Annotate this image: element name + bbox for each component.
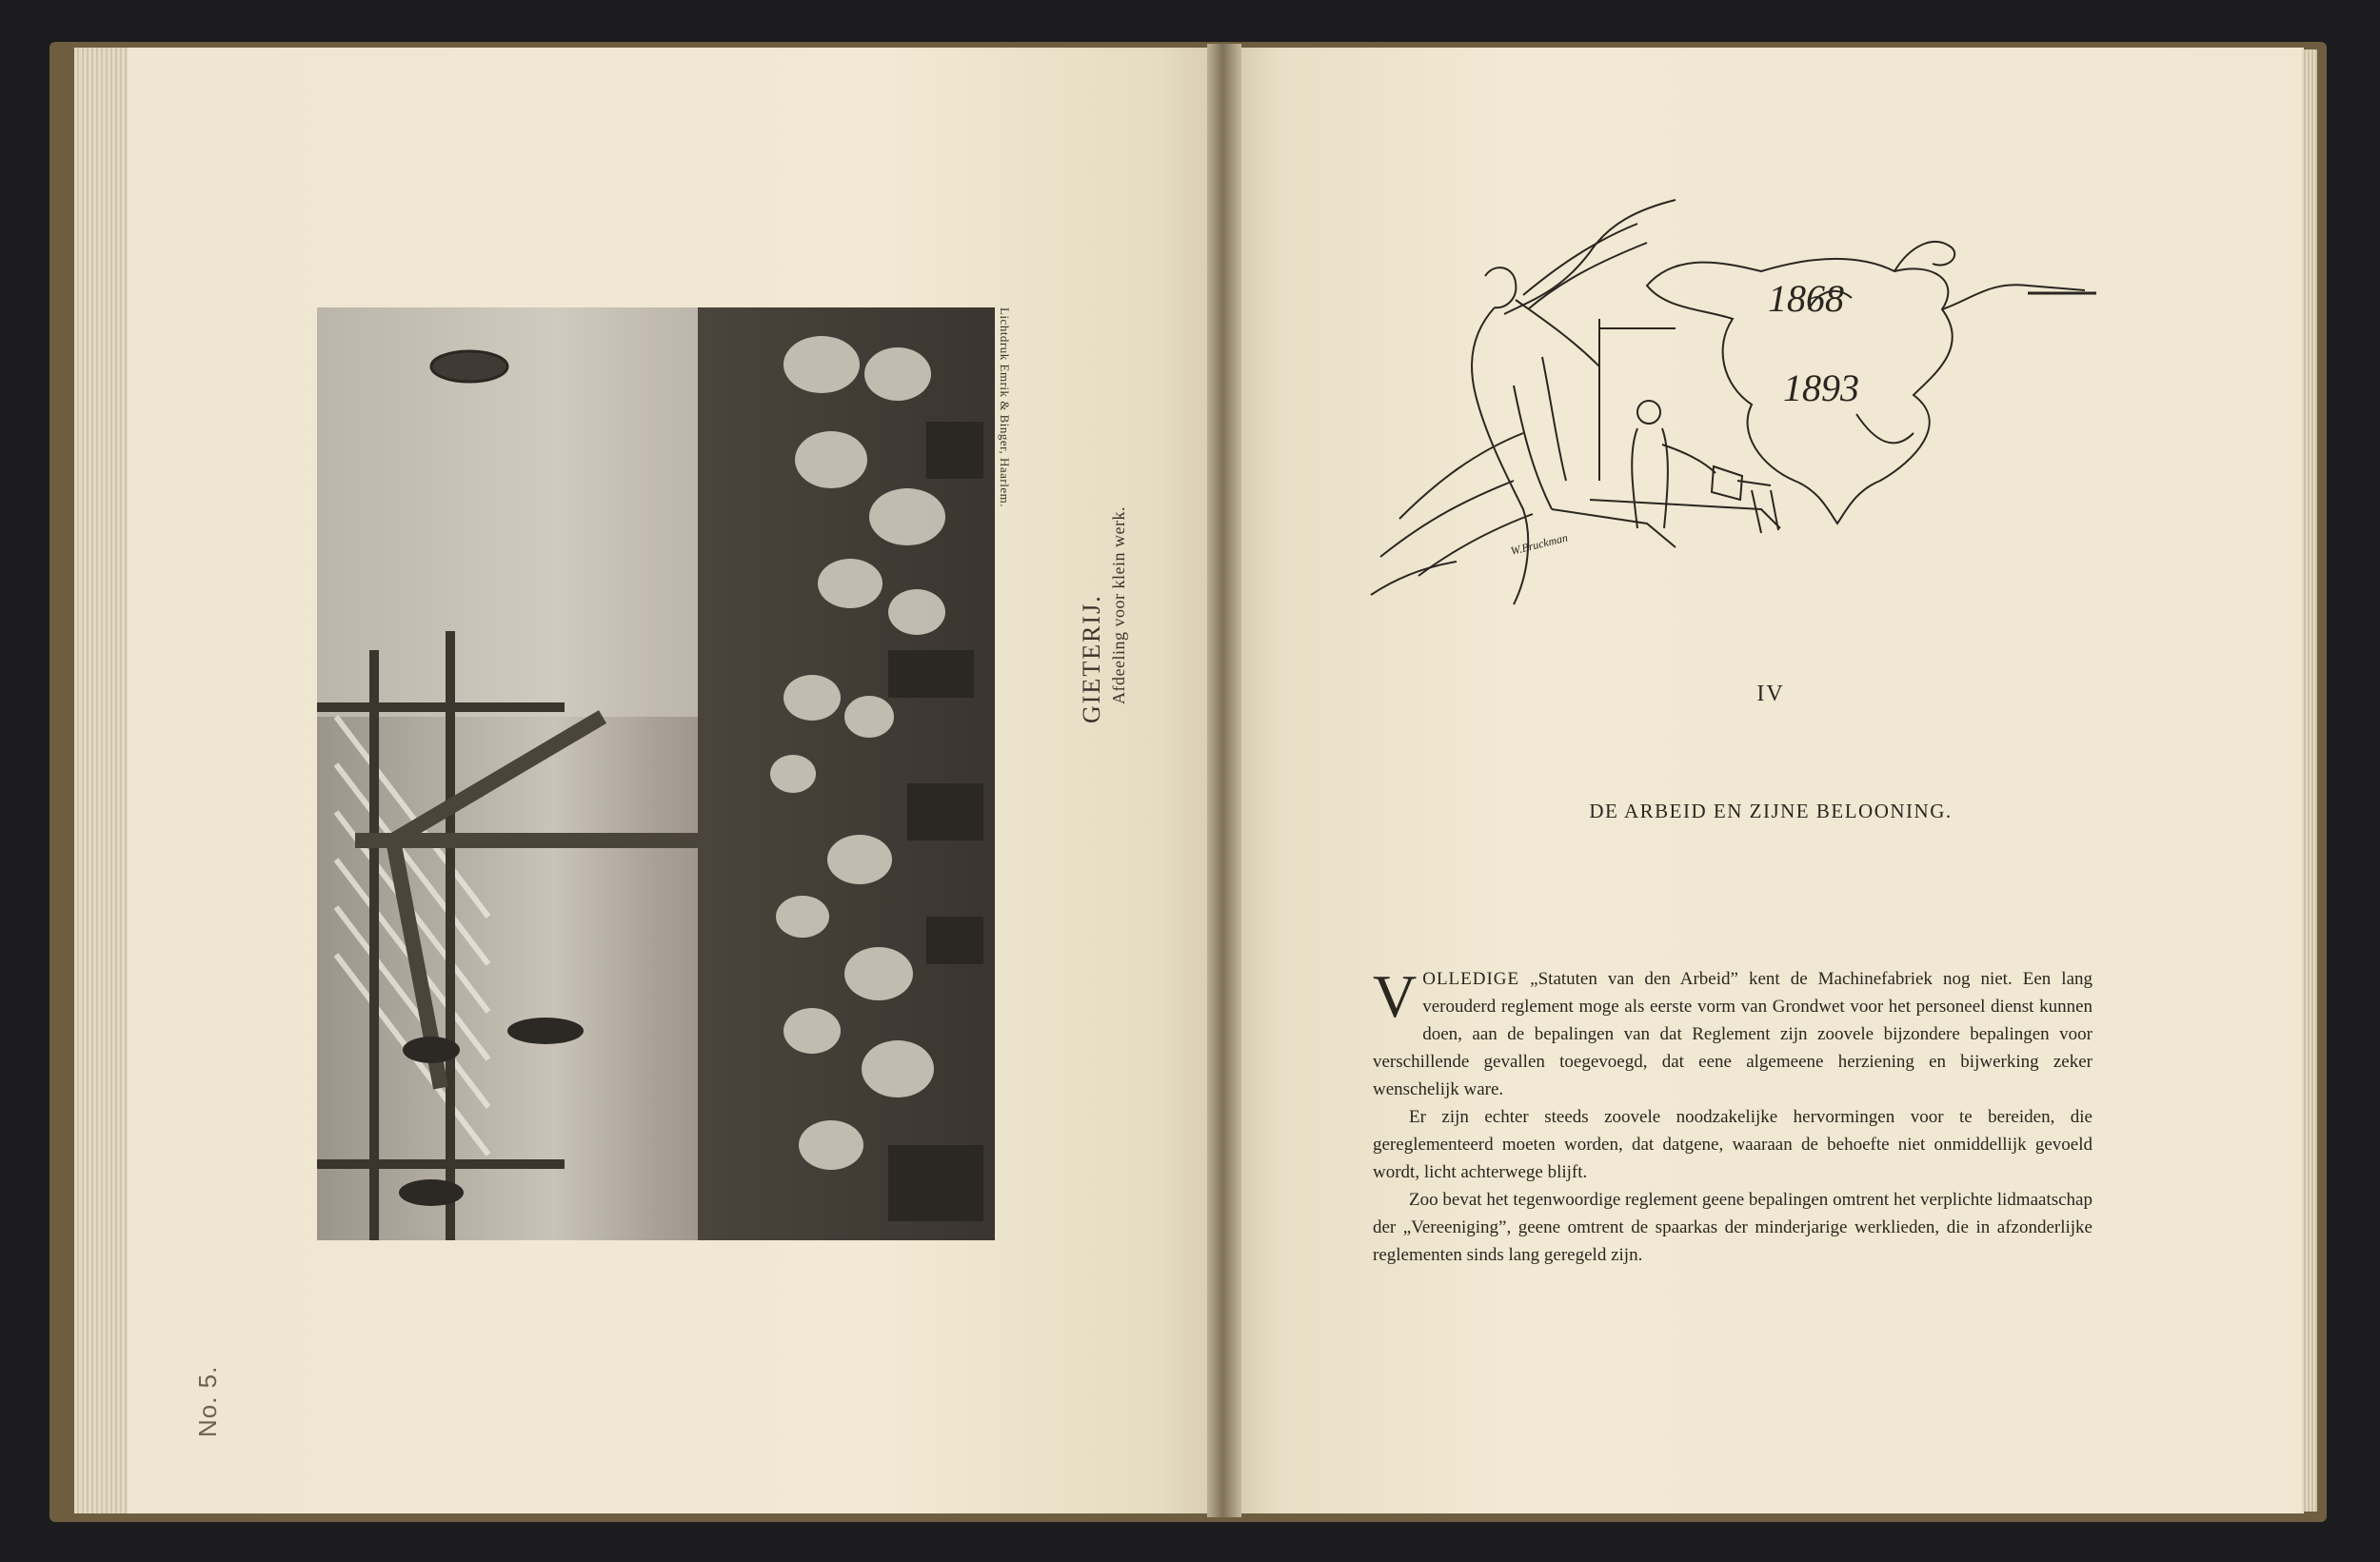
drop-cap: V — [1373, 962, 1418, 1030]
paragraph-1-text: „Statuten van den Arbeid” kent de Machinefabriek nog niet. Een lang verouderd reglement moge als eerste vorm van Grondwet voor het personeel dienst kunnen doen, aan de bepalingen van dat Reglement zijn zoovele bijzondere bepalingen voor verschillende gevallen toegevoegd, dat eene algemeene herziening en bijwerking zeker wenschelijk ware. — [1373, 969, 2092, 1099]
plate-caption-subtitle: Afdeeling voor klein werk. — [1109, 506, 1128, 704]
plate-caption-title: GIETERIJ. — [1078, 594, 1105, 723]
book-gutter — [1207, 44, 1241, 1517]
vignette-signature: W.Bruckman — [1509, 530, 1570, 558]
paragraph-2: Er zijn echter steeds zoovele noodzakelijke hervormingen voor te bereiden, die gereglementeerd moeten worden, dat datgene, waaraan de behoefte niet onmiddellijk gevoeld wordt, licht achterwege blijft. — [1373, 1107, 2092, 1182]
foundry-photograph — [317, 307, 995, 1240]
chapter-title: DE ARBEID EN ZIJNE BELOONING. — [1589, 800, 1953, 822]
page-edges-right — [2302, 49, 2317, 1512]
page-edges-left — [74, 48, 131, 1513]
paragraph-1 — [1373, 962, 2092, 1103]
vignette-year-start: 1868 — [1768, 277, 1844, 320]
plate-number: No. 5. — [193, 1365, 222, 1437]
chapter-number: IV — [1756, 682, 1785, 706]
paragraph-1-lead: OLLEDIGE — [1422, 969, 1520, 989]
paragraph-3: Zoo bevat het tegenwoordige reglement geene bepalingen omtrent het verplichte lidmaatschap der „Vereeniging”, geene omtrent de spaarkas der minderjarige werklieden, die in afzonderlijke reglementen sinds lang geregeld zijn. — [1373, 1190, 2092, 1265]
anniversary-vignette — [1361, 195, 2104, 633]
vignette-year-end: 1893 — [1783, 366, 1859, 409]
chapter-body — [1373, 962, 2092, 1269]
printer-credit: Lichtdruk Emrik & Binger, Haarlem. — [998, 307, 1012, 507]
